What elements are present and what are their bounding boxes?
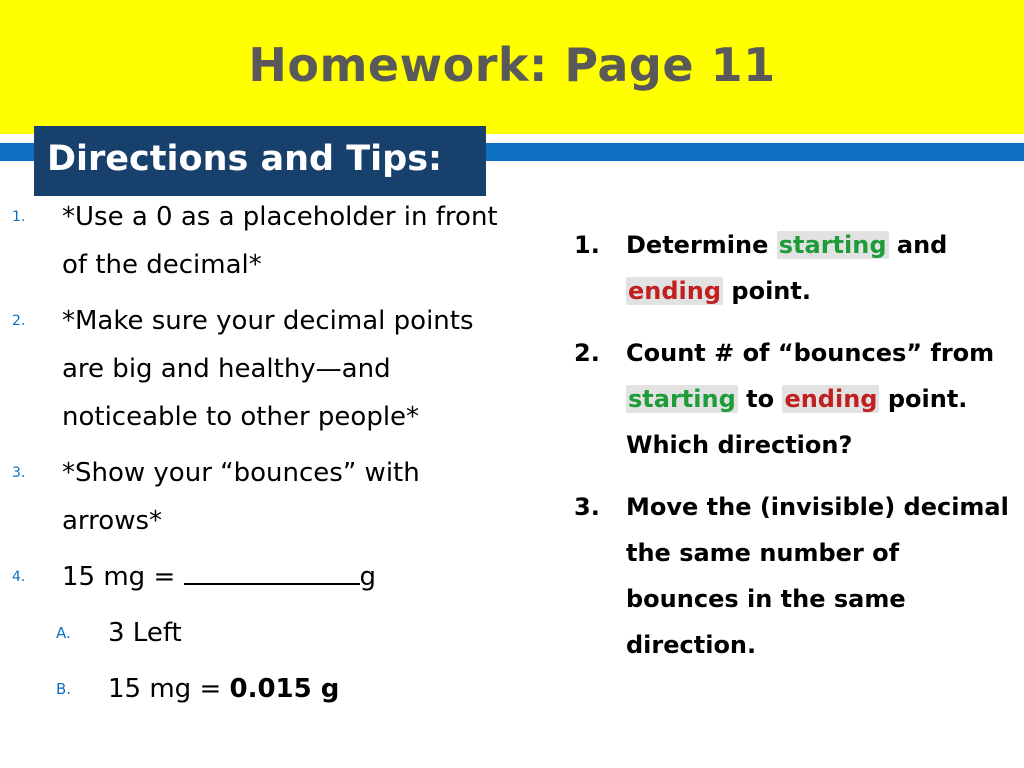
sub-list-marker: B. [56, 680, 72, 698]
list-item [0, 297, 520, 441]
list-item [0, 553, 520, 601]
step-text: Determine [626, 231, 777, 259]
list-item-unit: g [359, 562, 377, 592]
list-marker: 3. [12, 465, 26, 481]
highlight-starting: starting [628, 385, 736, 413]
sub-list-marker: A. [56, 624, 71, 642]
sub-list-item-text: 15 mg = [108, 674, 230, 704]
step-text: Count # of “bounces” from [626, 339, 995, 367]
step-text: and [888, 231, 948, 259]
left-list [0, 193, 520, 721]
right-list [572, 222, 1012, 684]
sub-list-item-text: 3 Left [108, 618, 182, 648]
step-marker: 3. [574, 493, 600, 521]
list-item-text: *Use a 0 as a placeholder in front of the decimal* [62, 202, 498, 280]
list-item-text: 15 mg = [62, 562, 184, 592]
list-item-text: *Make sure your decimal points are big and healthy—and noticeable to other people* [62, 306, 474, 432]
highlight-starting: starting [778, 231, 887, 259]
list-item-text: *Show your “bounces” with arrows* [62, 458, 420, 536]
list-item [0, 449, 520, 545]
step-text: point. [723, 277, 811, 305]
list-marker: 1. [12, 209, 26, 225]
step-marker: 1. [574, 231, 600, 259]
step-item [572, 222, 1012, 314]
list-marker: 2. [12, 313, 26, 329]
list-marker: 4. [12, 569, 26, 585]
step-item [572, 330, 1012, 468]
step-item [572, 484, 1012, 668]
answer-value: 0.015 g [229, 674, 340, 704]
subtitle-text: Directions and Tips: [47, 139, 443, 179]
highlight-ending: ending [628, 277, 722, 305]
highlight-ending: ending [784, 385, 878, 413]
step-text: Move the (invisible) decimal the same number of bounces in the same direction. [626, 493, 1009, 659]
sub-list-item [0, 609, 520, 657]
step-marker: 2. [574, 339, 600, 367]
step-text: point. Which direction? [626, 385, 968, 459]
sub-list-item [0, 665, 520, 713]
answer-blank [184, 555, 360, 585]
list-item [0, 193, 520, 289]
slide-title: Homework: Page 11 [248, 38, 776, 92]
step-text: to [737, 385, 783, 413]
